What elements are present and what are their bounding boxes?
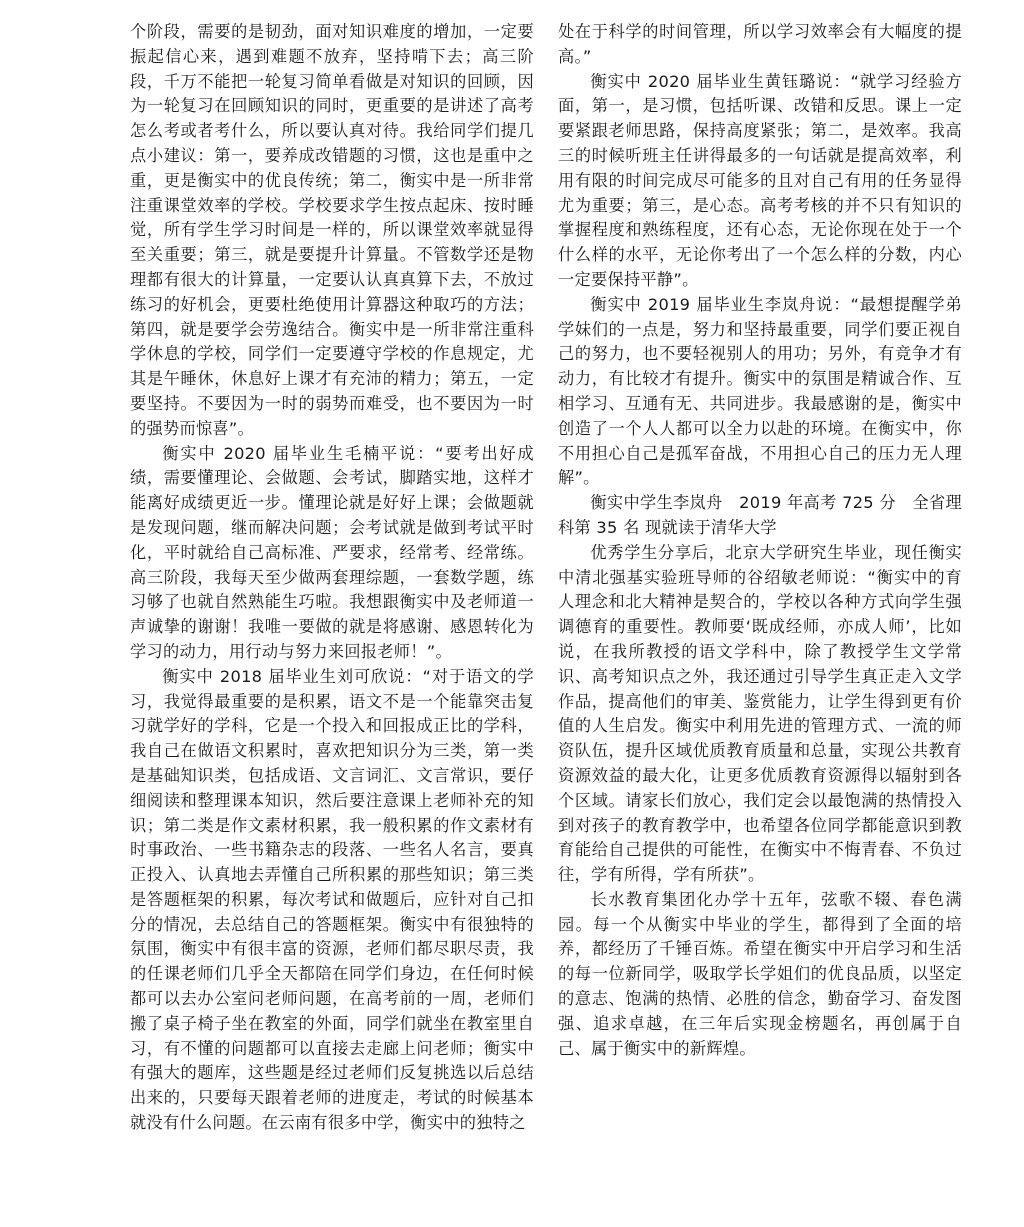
left-column <box>130 20 534 1136</box>
paragraph-liu-kexin-quote: 衡实中 2018 届毕业生刘可欣说：“对于语文的学习，我觉得最重要的是积累，语文不是一个能靠突击复习就学好的学科，它是一个投入和回报成正比的学科，我自己在做语文积累时，喜欢把知识分为三类，第一类是基础知识类，包括成语、文言词汇、文言常识，要仔细阅读和整理课本知识，然后要注意课上老师补充的知识；第二类是作文素材积累，我一般积累的作文素材有时事政治、一些书籍杂志的段落、一些名人名言，要真正投入、认真地去弄懂自己所积累的那些知识；第三类是答题框架的积累，每次考试和做题后，应针对自己扣分的情况，去总结自己的答题框架。衡实中有很独特的氛围，衡实中有很丰富的资源，老师们都尽职尽责，我的任课老师们几乎全天都陪在同学们身边，在任何时候都可以去办公室问老师问题，在高考前的一周，老师们搬了桌子椅子坐在教室的外面，同学们就坐在教室里自习，有不懂的问题都可以直接去走廊上问老师；衡实中有强大的题库，这些题是经过老师们反复挑选以后总结出来的，只要每天跟着老师的进度走，考试的时候基本就没有什么问题。在云南有很多中学，衡实中的独特之 <box>130 666 534 1133</box>
paragraph-teacher-gu-quote: 优秀学生分享后，北京大学研究生毕业，现任衡实中清北强基实验班导师的谷绍敏老师说：“衡实中的育人理念和北大精神是契合的，学校以各种方式向学生强调德育的重要性。教师要‘既成经师，亦成人师’，比如说，在我所教授的语文学科中，除了教授学生文学常识、高考知识点之外，我还通过引导学生真正走入文学作品，提高他们的审美、鉴赏能力，让学生得到更有价值的人生启发。衡实中利用先进的管理方式、一流的师资队伍，提升区域优质教育质量和总量，实现公共教育资源效益的最大化，让更多优质教育资源得以辐射到各个区域。请家长们放心，我们定会以最饱满的热情投入到对孩子的教育教学中，也希望各位同学都能意识到教育能给自己提供的可能性，在衡实中不悔青春、不负过往，学有所得，学有所获”。 <box>558 542 962 885</box>
paragraph-mao-nanping-quote: 衡实中 2020 届毕业生毛楠平说：“要考出好成绩，需要懂理论、会做题、会考试，脚踏实地，这样才能离好成绩更近一步。懂理论就是好好上课；会做题就是发现问题，继而解决问题；会考试就是做到考试平时化，平时就给自己高标准、严要求，经常考、经常练。高三阶段，我每天至少做两套理综题，一套数学题，练习够了也就自然熟能生巧啦。我想跟衡实中及老师道一声诚挚的谢谢！我唯一要做的就是将感谢、感恩转化为学习的动力，用行动与努力来回报老师！”。 <box>130 443 534 661</box>
paragraph-study-advice-continued: 个阶段，需要的是韧劲，面对知识难度的增加，一定要振起信心来，遇到难题不放弃，坚持啃下去；高三阶段，千万不能把一轮复习简单看做是对知识的回顾，因为一轮复习在回顾知识的同时，更重要的是讲述了高考怎么考或者考什么，所以要认真对待。我给同学们提几点小建议：第一，要养成改错题的习惯，这也是重中之重，更是衡实中的优良传统；第二，衡实中是一所非常注重课堂效率的学校。学校要求学生按点起床、按时睡觉，所有学生学习时间是一样的，所以课堂效率就显得至关重要；第三，就是要提升计算量。不管数学还是物理都有很大的计算量，一定要认认真真算下去，不放过练习的好机会，更要杜绝使用计算器这种取巧的方法；第四，就是要学会劳逸结合。衡实中是一所非常注重科学休息的学校，同学们一定要遵守学校的作息规定，尤其是午睡休，休息好上课才有充沛的精力；第五，一定要坚持。不要因为一时的弱势而难受，也不要因为一时的强势而惊喜”。 <box>130 22 534 438</box>
paragraph-huang-yulu-quote: 衡实中 2020 届毕业生黄钰璐说：“就学习经验方面，第一，是习惯，包括听课、改错和反思。课上一定要紧跟老师思路，保持高度紧张；第二，是效率。我高三的时候听班主任讲得最多的一句话就是提高效率，利用有限的时间完成尽可能多的且对自己有用的任务显得尤为重要；第三，是心态。高考考核的并不只有知识的掌握程度和熟练程度，还有心态，无论你现在处于一个什么样的水平，无论你考出了一个怎么样的分数，内心一定要保持平静”。 <box>558 71 962 289</box>
paragraph-liu-kexin-continued: 处在于科学的时间管理，所以学习效率会有大幅度的提高。” <box>558 22 962 66</box>
right-column <box>558 20 962 1061</box>
paragraph-closing: 长水教育集团化办学十五年，弦歌不辍、春色满园。每一个从衡实中毕业的学生，都得到了全面的培养，都经历了千锤百炼。希望在衡实中开启学习和生活的每一位新同学，吸取学长学姐们的优良品质，以坚定的意志、饱满的热情、必胜的信念，勤奋学习、奋发图强、追求卓越，在三年后实现金榜题名，再创属于自己、属于衡实中的新辉煌。 <box>558 889 962 1058</box>
paragraph-li-lanzhou-caption: 衡实中学生李岚舟 2019 年高考 725 分 全省理科第 35 名 现就读于清华大学 <box>558 493 962 537</box>
paragraph-li-lanzhou-quote: 衡实中 2019 届毕业生李岚舟说：“最想提醒学弟学妹们的一点是，努力和坚持最重要，同学们要正视自己的努力，也不要轻视别人的用功；另外，有竞争才有动力，有比较才有提升。衡实中的氛围是精诚合作、互相学习、互通有无、共同进步。我最感谢的是，衡实中创造了一个人人都可以全力以赴的环境。在衡实中，你不用担心自己是孤军奋战，不用担心自己的压力无人理解”。 <box>558 294 962 488</box>
